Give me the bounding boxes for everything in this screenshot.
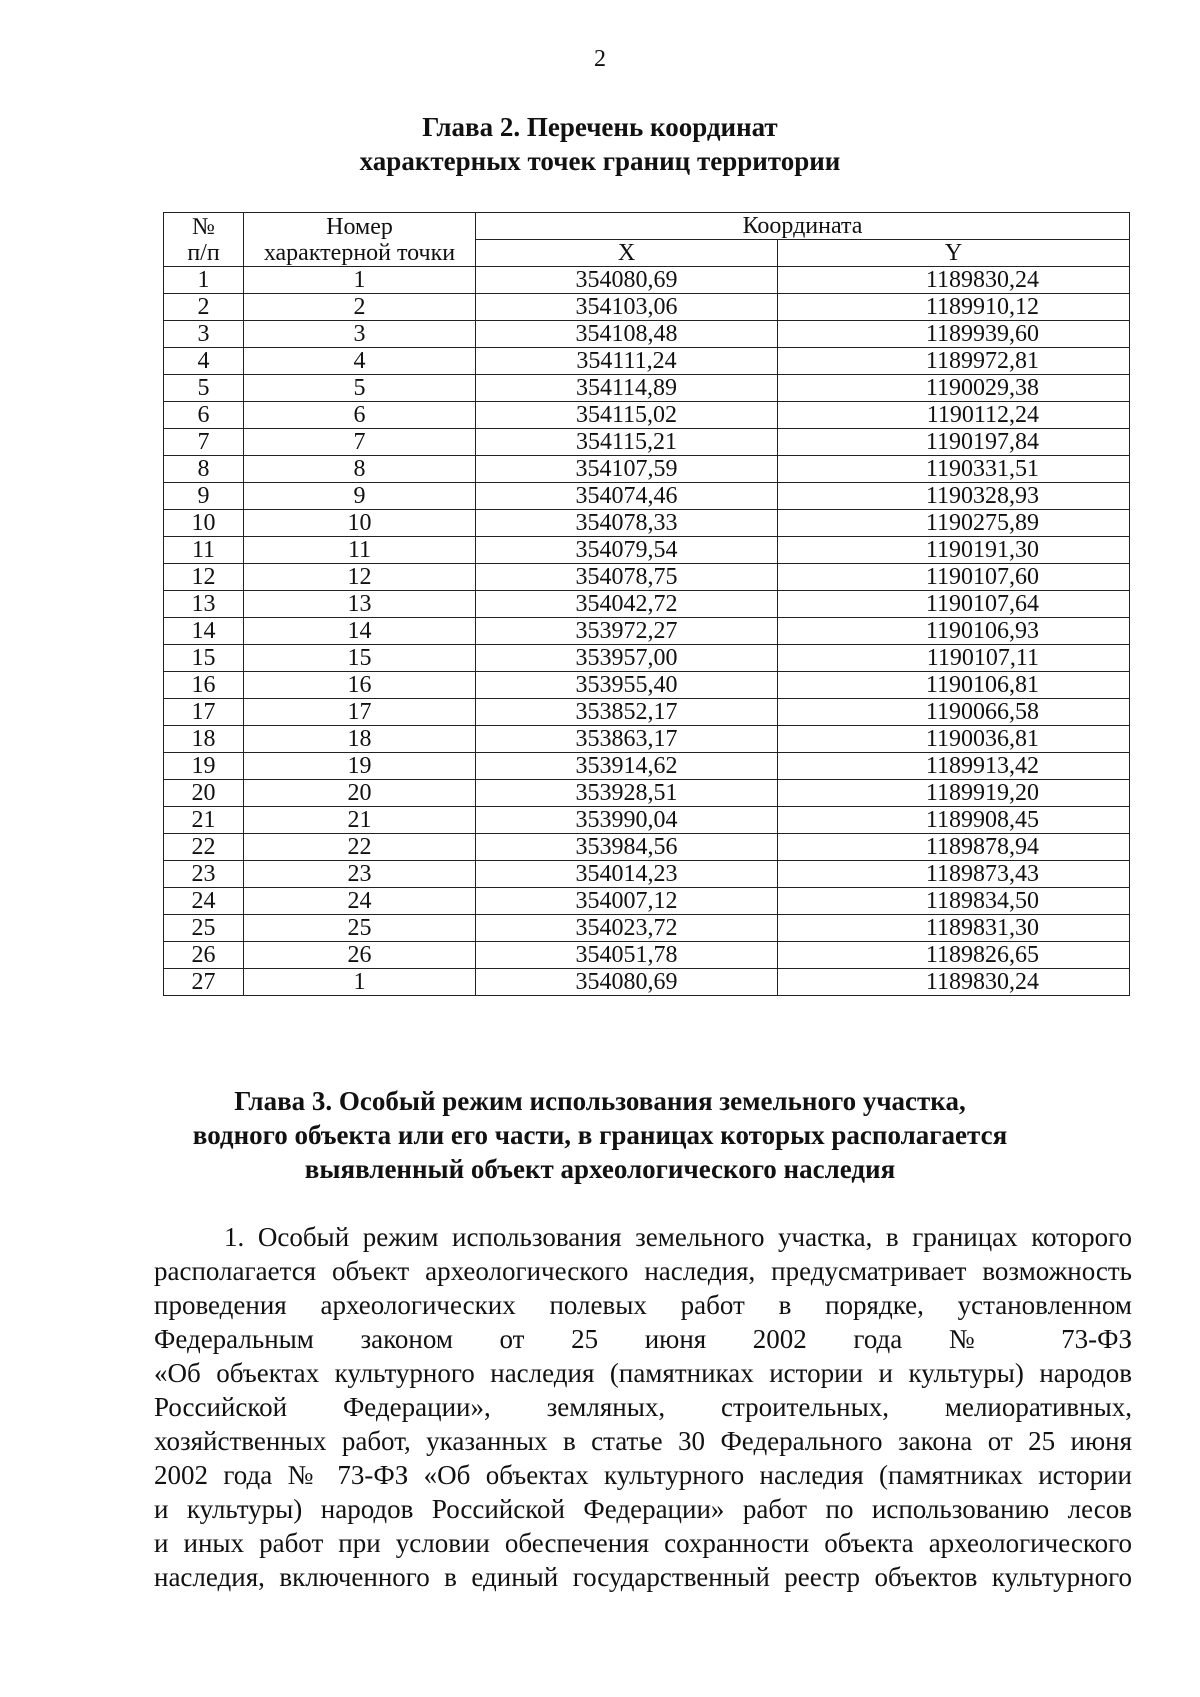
coord-y-cell: 1190036,81 [778,726,1130,753]
row-number-cell: 15 [164,645,244,672]
table-row [164,780,1130,807]
table-row [164,807,1130,834]
coord-y-cell: 1190107,60 [778,564,1130,591]
coord-y-cell: 1189939,60 [778,321,1130,348]
point-number-cell: 11 [244,537,476,564]
table-row [164,672,1130,699]
row-number-cell: 8 [164,456,244,483]
coord-x-cell: 353955,40 [476,672,778,699]
point-number-cell: 8 [244,456,476,483]
header-coordinate: Координата [476,213,1130,240]
row-number-cell: 20 [164,780,244,807]
table-row [164,429,1130,456]
row-number-cell: 19 [164,753,244,780]
coord-y-cell: 1189834,50 [778,888,1130,915]
row-number-cell: 7 [164,429,244,456]
header-point-label-2: характерной точки [263,239,456,266]
table-row [164,267,1130,294]
coord-y-cell: 1189831,30 [778,915,1130,942]
coord-y-cell: 1189908,45 [778,807,1130,834]
row-number-cell: 3 [164,321,244,348]
coord-y-cell: 1190029,38 [778,375,1130,402]
coord-x-cell: 354051,78 [476,942,778,969]
coord-y-cell: 1190191,30 [778,537,1130,564]
header-x: X [476,240,778,267]
point-number-cell: 1 [244,267,476,294]
point-number-cell: 26 [244,942,476,969]
header-num [164,213,244,267]
paragraph-line: Федеральным законом от 25 июня 2002 года № 73-ФЗ [154,1324,1132,1354]
coord-x-cell: 354074,46 [476,483,778,510]
coord-x-cell: 354042,72 [476,591,778,618]
coord-x-cell: 354111,24 [476,348,778,375]
coord-y-cell: 1189830,24 [778,969,1130,996]
table-row [164,537,1130,564]
table-row [164,591,1130,618]
chapter-3-title [0,1084,1200,1186]
coord-x-cell: 353957,00 [476,645,778,672]
chapter-3-title-line: выявленный объект археологического наследия [304,1154,896,1184]
coord-y-cell: 1190107,11 [778,645,1130,672]
coord-x-cell: 353990,04 [476,807,778,834]
coord-x-cell: 354115,21 [476,429,778,456]
point-number-cell: 17 [244,699,476,726]
coord-y-cell: 1190275,89 [778,510,1130,537]
point-number-cell: 2 [244,294,476,321]
point-number-cell: 10 [244,510,476,537]
coord-y-cell: 1189919,20 [778,780,1130,807]
coord-y-cell: 1190066,58 [778,699,1130,726]
table-body [164,267,1130,996]
table-row [164,861,1130,888]
table-row [164,321,1130,348]
row-number-cell: 27 [164,969,244,996]
coord-y-cell: 1189878,94 [778,834,1130,861]
table-row [164,753,1130,780]
point-number-cell: 18 [244,726,476,753]
row-number-cell: 14 [164,618,244,645]
coordinates-table [163,212,1130,996]
coord-y-cell: 1189873,43 [778,861,1130,888]
point-number-cell: 14 [244,618,476,645]
table-row [164,888,1130,915]
table-row [164,834,1130,861]
paragraph-line: Российской Федерации», земляных, строительных, мелиоративных, [154,1392,1132,1422]
paragraph-line: «Об объектах культурного наследия (памятниках истории и культуры) народов [154,1358,1132,1388]
coord-y-cell: 1190112,24 [778,402,1130,429]
paragraph-line: и иных работ при условии обеспечения сохранности объекта археологического [154,1528,1132,1558]
coord-x-cell: 354023,72 [476,915,778,942]
coord-x-cell: 354103,06 [476,294,778,321]
point-number-cell: 24 [244,888,476,915]
row-number-cell: 17 [164,699,244,726]
coord-x-cell: 353863,17 [476,726,778,753]
row-number-cell: 18 [164,726,244,753]
point-number-cell: 12 [244,564,476,591]
table-row [164,402,1130,429]
coord-x-cell: 354079,54 [476,537,778,564]
table-row [164,456,1130,483]
point-number-cell: 23 [244,861,476,888]
row-number-cell: 13 [164,591,244,618]
coord-x-cell: 354114,89 [476,375,778,402]
table-row [164,348,1130,375]
point-number-cell: 6 [244,402,476,429]
point-number-cell: 5 [244,375,476,402]
row-number-cell: 4 [164,348,244,375]
header-num-label-2: п/п [187,239,220,266]
row-number-cell: 6 [164,402,244,429]
table-row [164,699,1130,726]
header-y: Y [778,240,1130,267]
table-row [164,510,1130,537]
point-number-cell: 15 [244,645,476,672]
coord-x-cell: 353914,62 [476,753,778,780]
coord-x-cell: 354107,59 [476,456,778,483]
page-number: 2 [594,46,606,72]
point-number-cell: 13 [244,591,476,618]
table-row [164,375,1130,402]
table-row [164,564,1130,591]
paragraph-line: 2002 года № 73-ФЗ «Об объектах культурного наследия (памятниках истории [154,1460,1132,1490]
point-number-cell: 1 [244,969,476,996]
coord-y-cell: 1190197,84 [778,429,1130,456]
paragraph-line: располагается объект археологического наследия, предусматривает возможность [154,1256,1132,1286]
point-number-cell: 22 [244,834,476,861]
row-number-cell: 2 [164,294,244,321]
point-number-cell: 7 [244,429,476,456]
point-number-cell: 16 [244,672,476,699]
point-number-cell: 3 [244,321,476,348]
row-number-cell: 11 [164,537,244,564]
chapter-3-title-line: Глава 3. Особый режим использования земельного участка, [234,1086,966,1116]
coord-x-cell: 354108,48 [476,321,778,348]
chapter-2-title-line: характерных точек границ территории [359,146,841,176]
point-number-cell: 4 [244,348,476,375]
coord-x-cell: 354014,23 [476,861,778,888]
row-number-cell: 21 [164,807,244,834]
row-number-cell: 10 [164,510,244,537]
paragraph-1 [154,1220,1132,1594]
coord-x-cell: 353928,51 [476,780,778,807]
paragraph-line: хозяйственных работ, указанных в статье 30 Федерального закона от 25 июня [154,1426,1132,1456]
chapter-2-title [0,110,1200,178]
header-num-label: № [192,213,215,240]
row-number-cell: 25 [164,915,244,942]
chapter-2-title-line: Глава 2. Перечень координат [422,112,778,142]
coord-x-cell: 353984,56 [476,834,778,861]
row-number-cell: 22 [164,834,244,861]
row-number-cell: 12 [164,564,244,591]
row-number-cell: 9 [164,483,244,510]
point-number-cell: 9 [244,483,476,510]
table-row [164,942,1130,969]
row-number-cell: 24 [164,888,244,915]
point-number-cell: 21 [244,807,476,834]
paragraph-line: и культуры) народов Российской Федерации» работ по использованию лесов [154,1494,1132,1524]
table-row [164,645,1130,672]
coord-x-cell: 354080,69 [476,969,778,996]
paragraph-line: наследия, включенного в единый государственный реестр объектов культурного [154,1562,1132,1592]
table-row [164,294,1130,321]
coord-x-cell: 354078,75 [476,564,778,591]
coord-y-cell: 1190331,51 [778,456,1130,483]
row-number-cell: 26 [164,942,244,969]
coord-y-cell: 1190328,93 [778,483,1130,510]
coord-y-cell: 1190106,81 [778,672,1130,699]
table-row [164,969,1130,996]
row-number-cell: 16 [164,672,244,699]
table-row [164,618,1130,645]
coord-x-cell: 354080,69 [476,267,778,294]
coord-y-cell: 1190107,64 [778,591,1130,618]
paragraph-line: 1. Особый режим использования земельного участка, в границах которого [224,1222,1132,1252]
header-point [244,213,476,267]
table-row [164,726,1130,753]
coord-x-cell: 354007,12 [476,888,778,915]
coord-y-cell: 1189910,12 [778,294,1130,321]
paragraph-line: проведения археологических полевых работ в порядке, установленном [154,1290,1132,1320]
coord-x-cell: 353852,17 [476,699,778,726]
chapter-3-title-line: водного объекта или его части, в границах которых располагается [192,1120,1008,1150]
point-number-cell: 20 [244,780,476,807]
row-number-cell: 23 [164,861,244,888]
table-row [164,483,1130,510]
point-number-cell: 25 [244,915,476,942]
coord-y-cell: 1190106,93 [778,618,1130,645]
coord-x-cell: 354078,33 [476,510,778,537]
coord-y-cell: 1189826,65 [778,942,1130,969]
row-number-cell: 1 [164,267,244,294]
coord-x-cell: 354115,02 [476,402,778,429]
coord-y-cell: 1189972,81 [778,348,1130,375]
row-number-cell: 5 [164,375,244,402]
coord-x-cell: 353972,27 [476,618,778,645]
coord-y-cell: 1189913,42 [778,753,1130,780]
point-number-cell: 19 [244,753,476,780]
header-point-label: Номер [326,213,393,240]
table-row [164,915,1130,942]
coord-y-cell: 1189830,24 [778,267,1130,294]
